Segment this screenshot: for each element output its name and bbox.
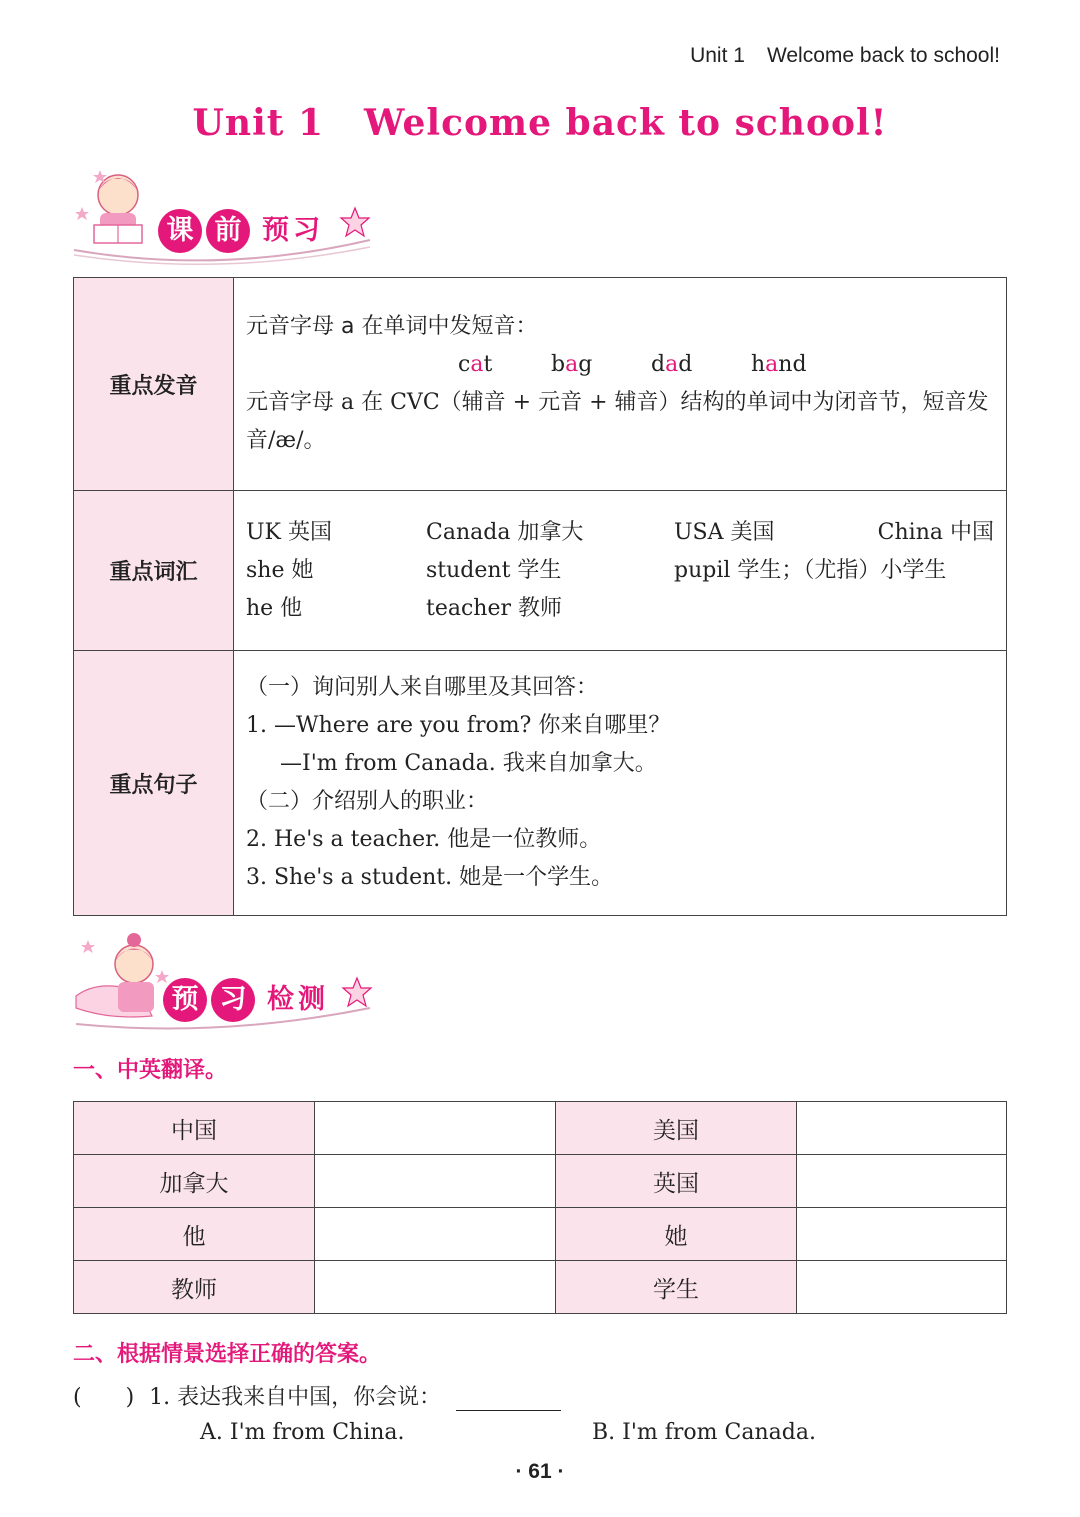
vocab-item: Canada 加拿大 [426,519,584,545]
answer-cell[interactable] [315,1261,556,1314]
word-cat: cat [458,352,493,377]
running-header-unit: Unit 1 [690,44,745,67]
badge-char-2: 前 [206,209,250,253]
pronunciation-label: 重点发音 [74,278,234,491]
answer-cell[interactable] [315,1155,556,1208]
term-cell: 美国 [556,1102,797,1155]
pronunciation-row [74,278,1007,491]
key-points-table [73,277,1007,916]
example-words [246,346,994,384]
term-cell: 英国 [556,1155,797,1208]
section-badge-check [163,977,329,1022]
badge-char-2: 习 [211,978,255,1022]
star-icon [340,976,374,1010]
badge-char-1: 预 [163,978,207,1022]
table-row [74,1155,1007,1208]
answer-blank[interactable] [456,1388,561,1411]
answer-cell[interactable] [315,1102,556,1155]
answer-cell[interactable] [797,1261,1007,1314]
option-b[interactable]: B. I'm from Canada. [592,1420,816,1445]
badge-char-1: 课 [158,209,202,253]
sentences-content [234,651,1007,916]
vocab-item: student 学生 [426,557,562,583]
running-header [690,44,1000,68]
sentence-line: （二）介绍别人的职业： [246,789,489,814]
translation-table [73,1101,1007,1314]
table-row [74,1261,1007,1314]
title-unit: Unit 1 [192,102,324,144]
term-cell: 教师 [74,1261,315,1314]
answer-cell[interactable] [797,1155,1007,1208]
term-cell: 加拿大 [74,1155,315,1208]
vocabulary-label: 重点词汇 [74,491,234,651]
vocab-item: UK 英国 [246,519,332,545]
term-cell: 中国 [74,1102,315,1155]
vocabulary-content [234,491,1007,651]
option-a[interactable]: A. I'm from China. [200,1420,405,1445]
table-row [74,1208,1007,1261]
question-1 [73,1380,561,1411]
badge-text: 预习 [262,215,324,246]
vocab-item: pupil 学生；（尤指）小学生 [674,557,947,583]
word-dad: dad [651,352,693,377]
sentence-line: 1. —Where are you from? 你来自哪里？ [246,713,671,738]
sentence-line: —I'm from Canada. 我来自加拿大。 [280,751,657,776]
answer-cell[interactable] [315,1208,556,1261]
answer-paren[interactable]: ( ) [73,1385,135,1410]
vocab-item: he 他 [246,595,303,621]
term-cell: 学生 [556,1261,797,1314]
running-header-title: Welcome back to school! [766,44,1000,67]
word-hand: hand [751,352,807,377]
pronunciation-rule: 元音字母 a 在 CVC（辅音 + 元音 + 辅音）结构的单词中为闭音节，短音发音/æ/。 [246,390,989,453]
section-badge-preview [158,208,324,253]
exercise1-heading: 一、中英翻译。 [73,1058,228,1083]
sentence-line: 3. She's a student. 她是一个学生。 [246,865,614,890]
pronunciation-intro: 元音字母 a 在单词中发短音： [246,314,538,339]
vocabulary-grid [246,514,994,628]
vocabulary-row [74,491,1007,651]
star-icon [338,206,372,240]
sentences-label: 重点句子 [74,651,234,916]
page-title [0,102,1080,144]
vocab-item: teacher 教师 [426,595,562,621]
answer-cell[interactable] [797,1208,1007,1261]
vocab-item: she 她 [246,557,314,583]
page-number: · 61 · [515,1460,565,1483]
answer-cell[interactable] [797,1102,1007,1155]
title-text: Welcome back to school! [364,102,888,144]
question-text: 1. 表达我来自中国，你会说： [149,1385,442,1410]
vocab-item: China 中国 [877,519,994,545]
sentences-row [74,651,1007,916]
pronunciation-content [234,278,1007,491]
term-cell: 她 [556,1208,797,1261]
word-bag: bag [551,352,593,377]
vocab-item: USA 美国 [674,519,775,545]
sentence-line: 2. He's a teacher. 他是一位教师。 [246,827,602,852]
exercise2-heading: 二、根据情景选择正确的答案。 [73,1342,382,1367]
table-row [74,1102,1007,1155]
sentence-line: （一）询问别人来自哪里及其回答： [246,675,599,700]
term-cell: 他 [74,1208,315,1261]
badge-text: 检测 [267,984,329,1015]
